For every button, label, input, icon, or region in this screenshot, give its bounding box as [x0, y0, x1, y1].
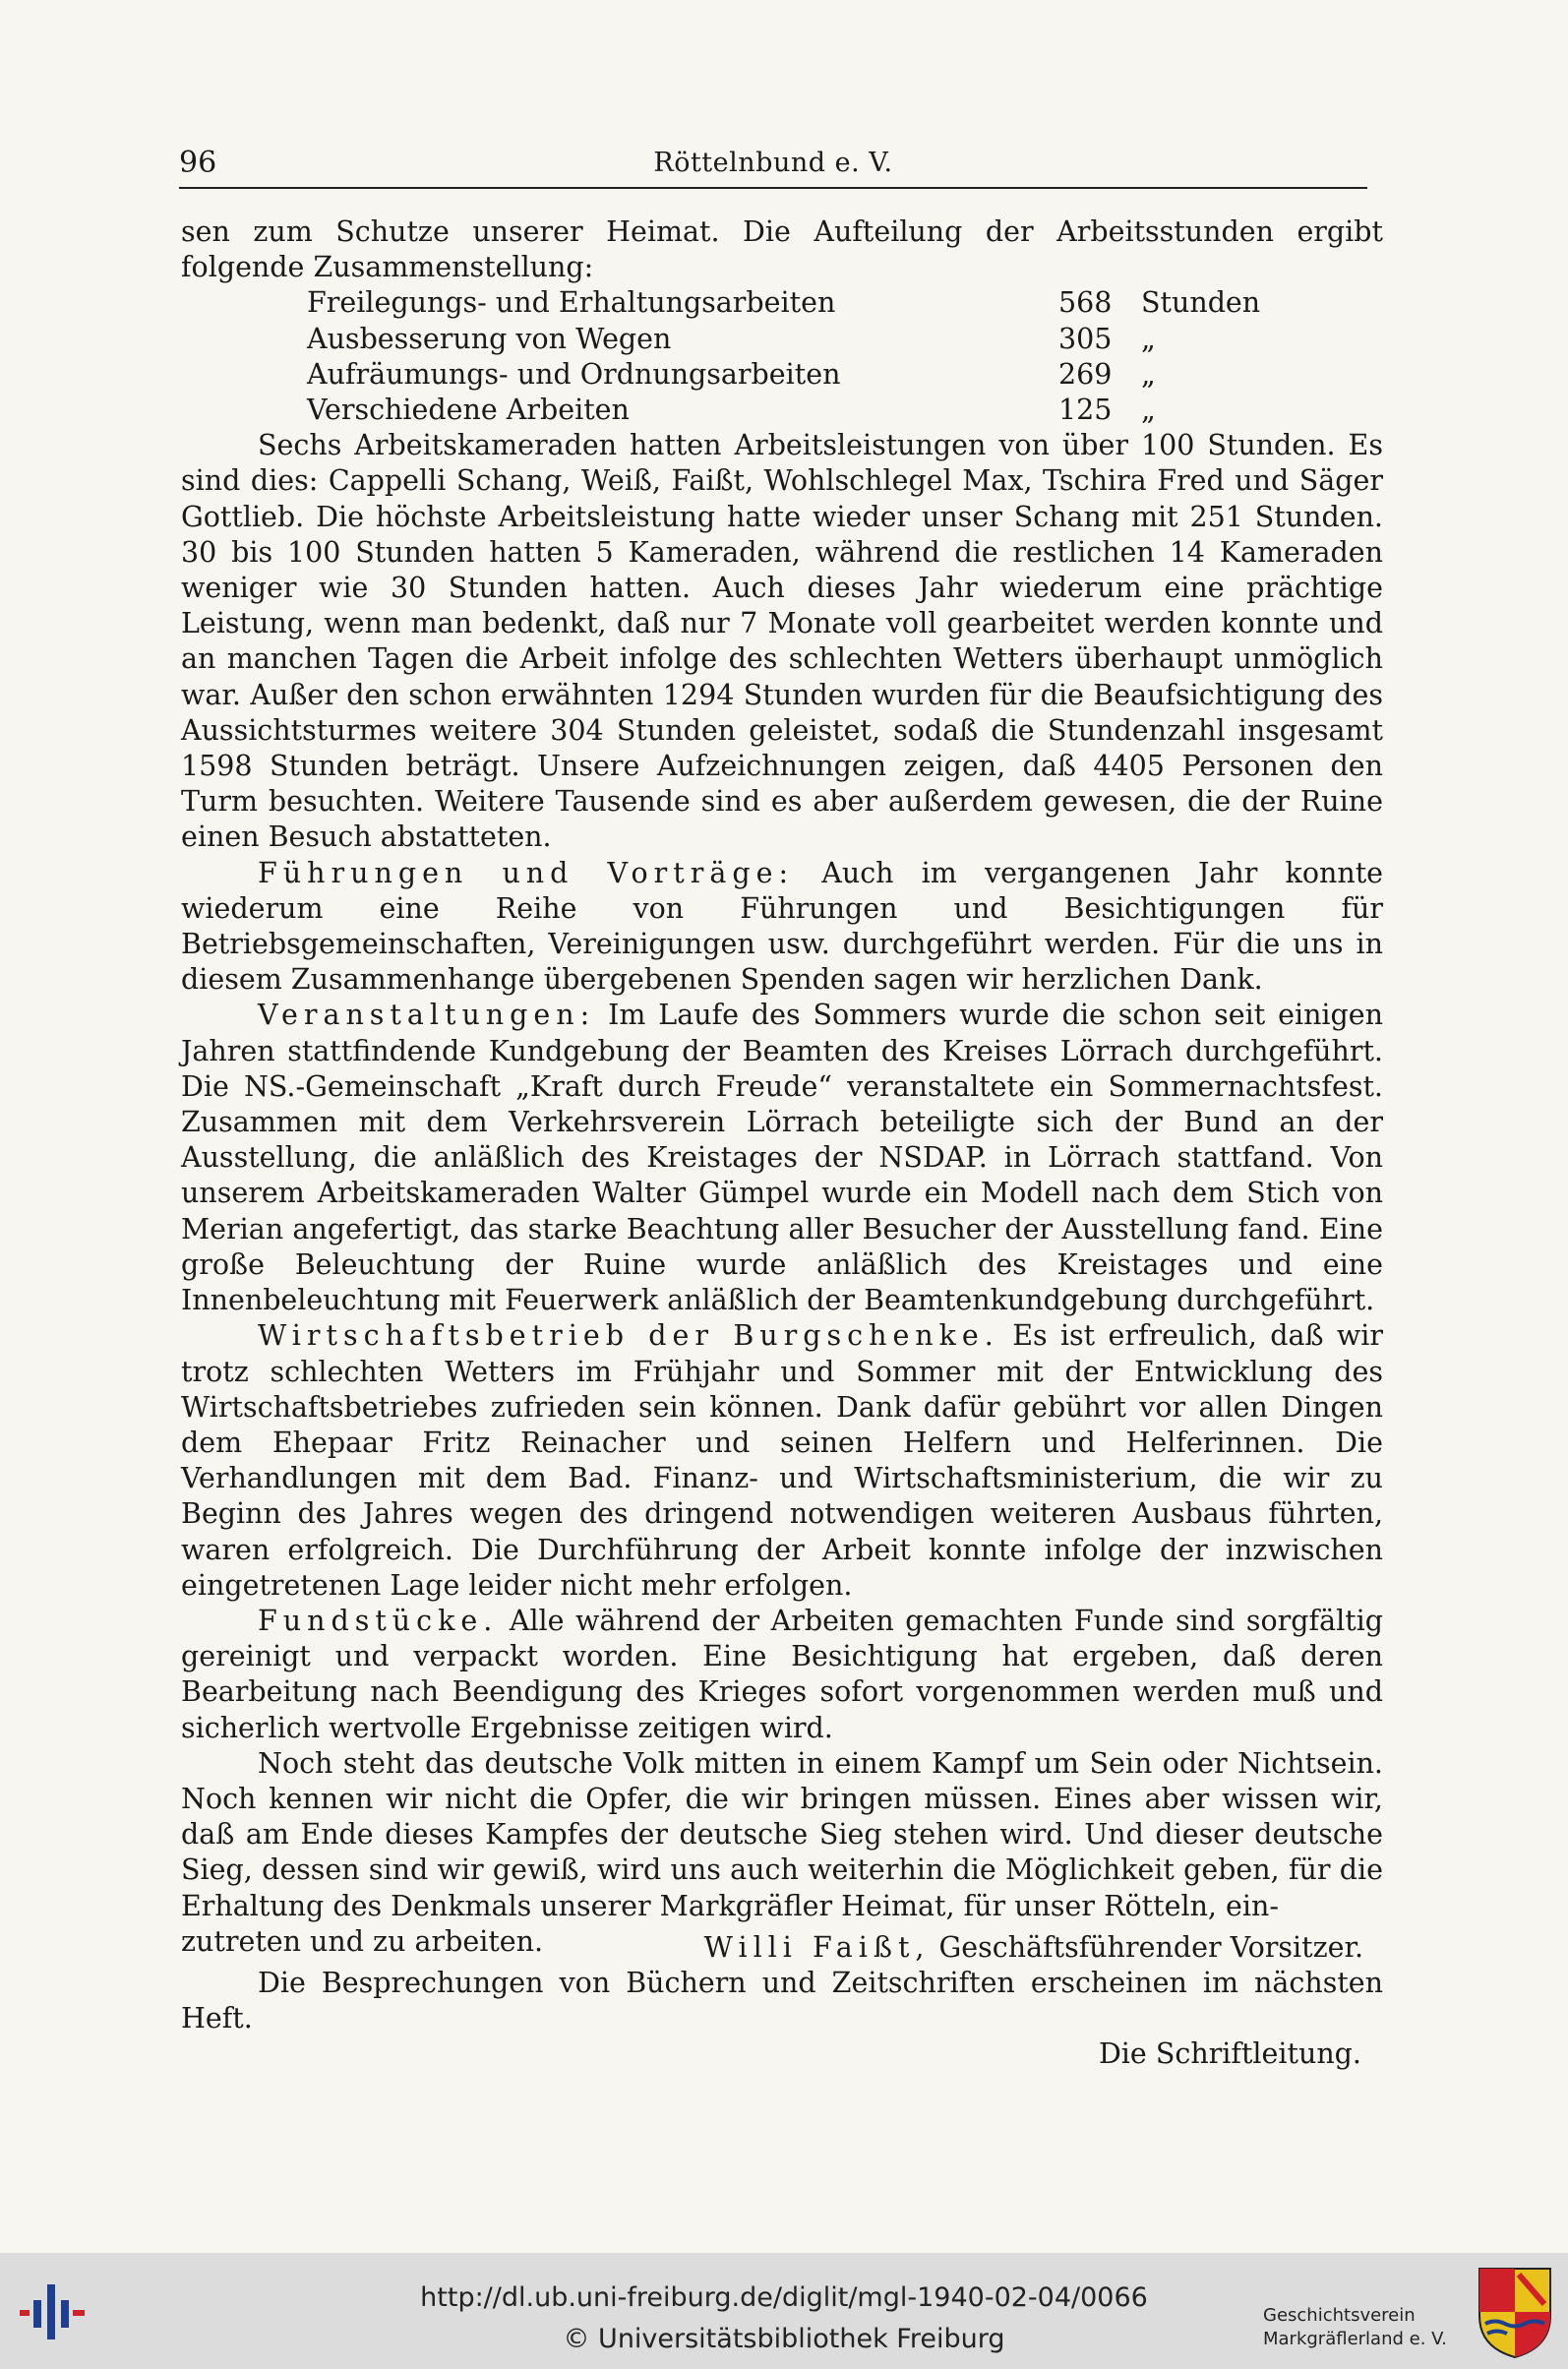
source-url[interactable]: http://dl.ub.uni-freiburg.de/diglit/mgl-1940-02-04/0066 [420, 2282, 1148, 2313]
row-label: Verschiedene Arbeiten [307, 394, 630, 427]
row-unit: „ [1141, 322, 1156, 355]
section-text: Alle während der Arbeiten gemachten Funde sind sorgfältig gereinigt und verpackt worden. Eine Besichtigung hat ergeben, daß deren Bearbeitung nach Beendigung des Krieges sofort vorgenommen werden muß und sicherlich wertvolle Ergebnisse zeitigen wird. [181, 1604, 1384, 1744]
paragraph-finds [181, 1604, 1383, 1746]
row-hours: 568 [1058, 286, 1113, 320]
coat-of-arms-icon [1476, 2265, 1554, 2359]
paragraph-events [181, 998, 1383, 1318]
work-hours-table [307, 285, 1260, 428]
page-header [179, 146, 1367, 189]
row-label: Freilegungs- und Erhaltungsarbeiten [307, 286, 836, 320]
org-line-2: Markgräflerland e. V. [1263, 2329, 1447, 2349]
row-label: Ausbesserung von Wegen [307, 322, 672, 355]
org-line-1: Geschichtsverein [1263, 2305, 1416, 2326]
table-row [307, 322, 1260, 357]
row-hours: 125 [1058, 394, 1113, 427]
signature-title: Geschäftsführender Vorsitzer. [938, 1930, 1363, 1964]
row-unit: „ [1141, 394, 1156, 427]
closing-end: zutreten und zu arbeiten. [181, 1924, 544, 1958]
paragraph-intro: sen zum Schutze unserer Heimat. Die Aufteilung der Arbeitsstunden ergibt folgende Zusammenstellung: [181, 215, 1383, 284]
section-text: Auch im vergangenen Jahr konnte wiederum eine Reihe von Führungen und Besichtigungen für Betriebsgemeinschaften, Vereinigungen usw. durchgeführt werden. Für die uns in diesem Zusammenhange übergebenen Spenden sagen wir herzlichen Dank. [181, 856, 1384, 997]
section-heading: Führungen und Vorträge: [258, 856, 795, 889]
paragraph-closing: Noch steht das deutsche Volk mitten in einem Kampf um Sein oder Nichtsein. Noch kennen wir nicht die Opfer, die wir bringen müssen. Eines aber wissen wir, daß am Ende dieses Kampfes der deutsche Sieg stehen wird. Und dieser deutsche Sieg, dessen sind wir gewiß, wird uns auch weiterhin die Möglichkeit geben, für die Erhaltung des Denkmals unserer Markgräfler Heimat, für unser Rötteln, ein- [181, 1746, 1383, 1922]
row-unit: „ [1141, 357, 1156, 391]
section-text: Im Laufe des Sommers wurde die schon seit einigen Jahren stattfindende Kundgebung der Beamten des Kreises Lörrach durchgeführt. Die NS.-Gemeinschaft „Kraft durch Freude“ veranstaltete ein Sommernachtsfest. Zusammen mit dem Verkehrsverein Lörrach beteiligte sich der Bund an der Ausstellung, die anläßlich des Kreistages der NSDAP. in Lörrach stattfand. Von unserem Arbeitskameraden Walter Gümpel wurde ein Modell nach dem Stich von Merian angefertigt, das starke Beachtung aller Besucher der Ausstellung fand. Eine große Beleuchtung der Ruine wurde anläßlich des Kreistages und eine Innenbeleuchtung mit Feuerwerk anläßlich der Beamtenkundgebung durchgeführt. [181, 999, 1384, 1317]
section-heading: Veranstaltungen: [258, 999, 596, 1032]
row-hours: 269 [1058, 357, 1113, 391]
running-title: Röttelnbund e. V. [653, 148, 893, 178]
paragraph-tours [181, 856, 1383, 999]
editor-signature: Die Schriftleitung. [1098, 2037, 1361, 2071]
review-notice: Die Besprechungen von Büchern und Zeitschriften erscheinen im nächsten Heft. [181, 1966, 1383, 2035]
org-name [1263, 2304, 1470, 2351]
signature-name: Willi Faißt, [703, 1930, 931, 1964]
signature-line [181, 1924, 1383, 1964]
table-row [307, 285, 1260, 321]
signature [704, 1930, 1363, 1966]
page-number: 96 [179, 146, 217, 180]
table-row [307, 357, 1260, 393]
row-label: Aufräumungs- und Ordnungsarbeiten [307, 357, 841, 391]
footer-bar [0, 2253, 1568, 2369]
row-unit: Stunden [1141, 286, 1261, 320]
paragraph-tavern [181, 1318, 1383, 1604]
copyright-notice: © Universitätsbibliothek Freiburg [563, 2324, 1005, 2354]
paragraph-workers: Sechs Arbeitskameraden hatten Arbeitsleistungen von über 100 Stunden. Es sind dies: Cappelli Schang, Weiß, Faißt, Wohlschlegel Max, Tschira Fred und Säger Gottlieb. Die höchste Arbeitsleistung hatte wieder unser Schang mit 251 Stunden. 30 bis 100 Stunden hatten 5 Kameraden, während die restlichen 14 Kameraden weniger wie 30 Stunden hatten. Auch dieses Jahr wiederum eine prächtige Leistung, wenn man bedenkt, daß nur 7 Monate voll gearbeitet werden konnte und an manchen Tagen die Arbeit infolge des schlechten Wetters überhaupt unmöglich war. Außer den schon erwähnten 1294 Stunden wurden für die Beaufsichtigung des Aussichtsturmes weitere 304 Stunden geleistet, sodaß die Stundenzahl insgesamt 1598 Stunden beträgt. Unsere Aufzeichnungen zeigen, daß 4405 Personen den Turm besuchten. Weitere Tausende sind es aber außerdem gewesen, die der Ruine einen Besuch abstatteten. [181, 429, 1383, 854]
table-row [307, 393, 1260, 428]
section-heading: Fundstücke. [258, 1604, 499, 1637]
section-heading: Wirtschaftsbetrieb der Burgschenke. [258, 1319, 999, 1353]
section-text: Es ist erfreulich, daß wir trotz schlechten Wetters im Frühjahr und Sommer mit der Entwicklung des Wirtschaftsbetriebes zufrieden sein können. Dank dafür gebührt vor allen Dingen dem Ehepaar Fritz Reinacher und seinen Helfern und Helferinnen. Die Verhandlungen mit dem Bad. Finanz- und Wirtschaftsministerium, die wir zu Beginn des Jahres wegen des dringend notwendigen weiteren Ausbaus führten, waren erfolgreich. Die Durchführung der Arbeit konnte infolge der inzwischen eingetretenen Lage leider nicht mehr erfolgen. [181, 1319, 1383, 1602]
body-text [181, 214, 1383, 2072]
row-hours: 305 [1058, 322, 1113, 355]
